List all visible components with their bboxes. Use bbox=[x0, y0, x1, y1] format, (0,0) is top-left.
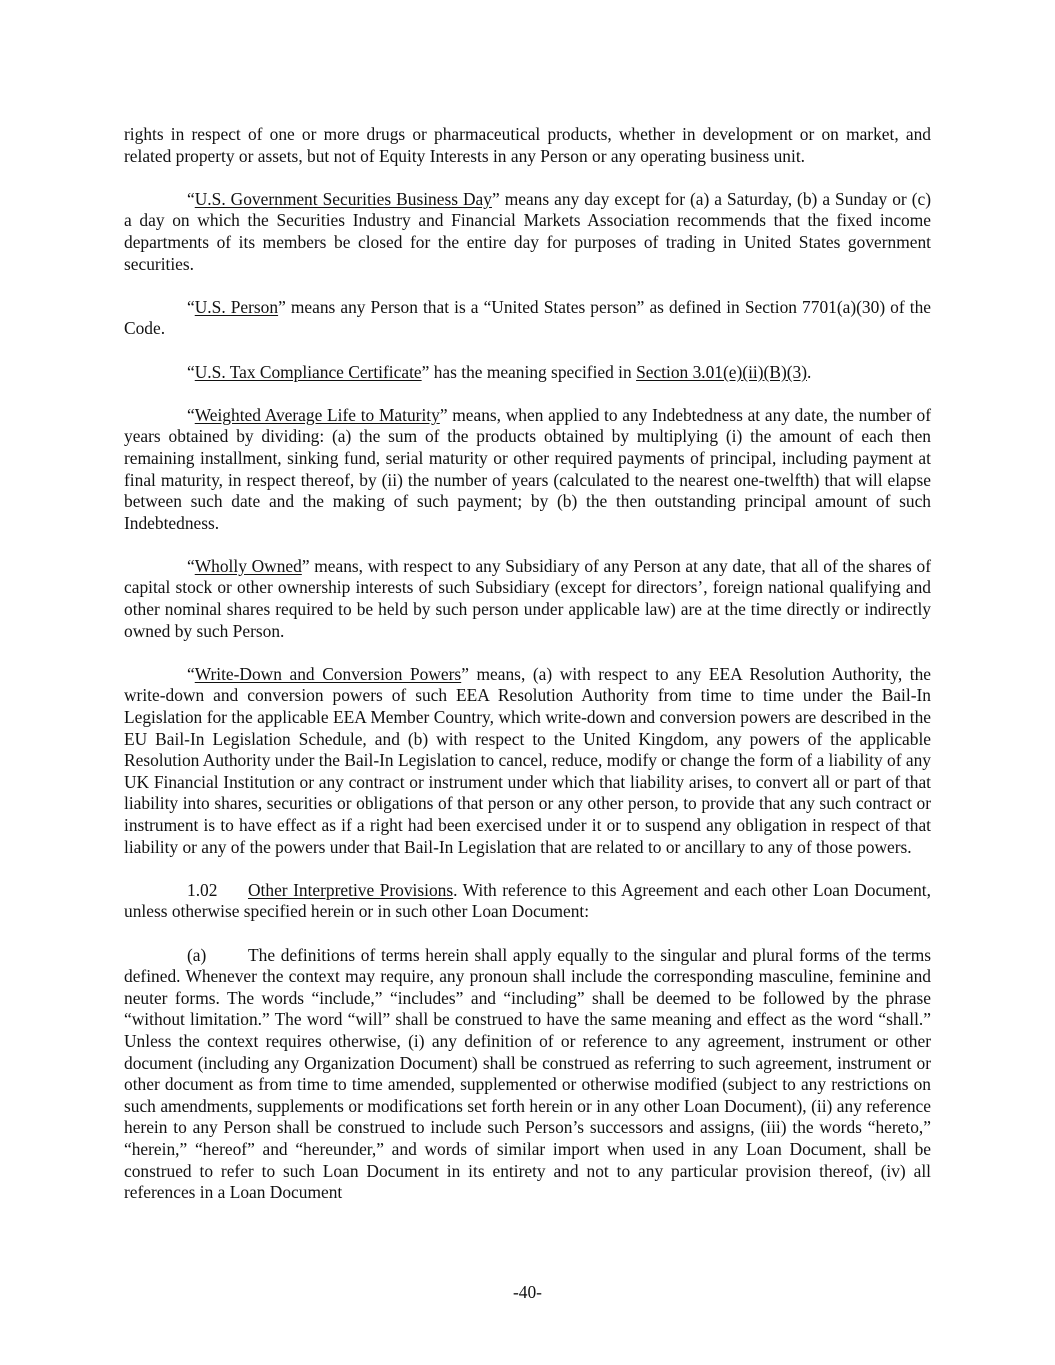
defined-term: U.S. Tax Compliance Certificate bbox=[194, 361, 422, 382]
document-body bbox=[124, 124, 931, 1225]
defined-term: Other Interpretive Provisions bbox=[248, 879, 454, 900]
text-segment: ” means, when applied to any Indebtedness at any date, the number of years obtained by dividing: (a) the sum of the products obtained by multiplying (i) the amount of each then remaining installment, sinking fund, serial maturity or other required payments of principal, including payment at final maturity, in respect thereof, by (ii) the number of years (calculated to the nearest one-twelfth) that will elapse between such date and the making of such payment; by (b) the then outstanding principal amount of such Indebtedness. bbox=[124, 404, 931, 533]
text-segment: ” means, with respect to any Subsidiary of any Person at any date, that all of the shares of capital stock or other ownership interests of such Subsidiary (except for directors’, foreign national qualifying and other nominal shares required to be held by such person under applicable law) are at the time directly or indirectly owned by such Person. bbox=[124, 555, 931, 641]
defined-term: Weighted Average Life to Maturity bbox=[194, 404, 440, 425]
paragraph bbox=[124, 405, 931, 535]
paragraph bbox=[124, 664, 931, 858]
paragraph bbox=[124, 556, 931, 642]
text-segment: . bbox=[807, 361, 812, 382]
text-segment: “ bbox=[187, 663, 195, 684]
text-segment: “ bbox=[187, 361, 195, 382]
defined-term: Section 3.01(e)(ii)(B)(3) bbox=[636, 361, 808, 382]
text-segment: “ bbox=[187, 404, 195, 425]
paragraph bbox=[124, 945, 931, 1204]
text-segment: ” has the meaning specified in bbox=[421, 361, 637, 382]
defined-term: U.S. Government Securities Business Day bbox=[194, 188, 492, 209]
section-number: (a) bbox=[187, 944, 207, 965]
text-segment: “ bbox=[187, 296, 195, 317]
section-number: 1.02 bbox=[187, 879, 218, 900]
text-segment: “ bbox=[187, 188, 195, 209]
text-segment: ” means, (a) with respect to any EEA Resolution Authority, the write-down and conversion powers of such EEA Resolution Authority from time to time under the Bail-In Legislation for the applicable EEA Member Country, which write-down and conversion powers are described in the EU Bail-In Legislation Schedule, and (b) with respect to the United Kingdom, any powers of the applicable Resolution Authority under the Bail-In Legislation to cancel, reduce, modify or change the form of a liability of any UK Financial Institution or any contract or instrument under which that liability arises, to convert all or part of that liability into shares, securities or obligations of that person or any other person, to provide that any such contract or instrument is to have effect as if a right had been exercised under it or to suspend any obligation in respect of that liability or any of the powers under that Bail-In Legislation that are related to or ancillary to any of those powers. bbox=[124, 663, 932, 857]
text-segment: rights in respect of one or more drugs or pharmaceutical products, whether in development or on market, and related property or assets, but not of Equity Interests in any Person or any operating business unit. bbox=[124, 124, 931, 166]
defined-term: U.S. Person bbox=[194, 296, 279, 317]
text-segment: “ bbox=[187, 555, 195, 576]
page-number: -40- bbox=[513, 1282, 542, 1302]
paragraph bbox=[124, 297, 931, 340]
paragraph bbox=[124, 362, 931, 384]
defined-term: Wholly Owned bbox=[194, 555, 302, 576]
defined-term: Write-Down and Conversion Powers bbox=[194, 663, 462, 684]
text-segment: ” means any Person that is a “United States person” as defined in Section 7701(a)(30) of the Code. bbox=[124, 296, 931, 339]
paragraph bbox=[124, 189, 931, 275]
text-segment: . With reference to this Agreement and each other Loan Document, unless otherwise specified herein or in such other Loan Document: bbox=[124, 879, 931, 922]
paragraph bbox=[124, 880, 931, 923]
paragraph bbox=[124, 124, 931, 167]
text-segment: The definitions of terms herein shall apply equally to the singular and plural forms of the terms defined. Whenever the context may require, any pronoun shall include the corresponding masculine, feminine and neuter forms. The words “include,” “includes” and “including” shall be deemed to be followed by the phrase “without limitation.” The word “will” shall be construed to have the same meaning and effect as the word “shall.” Unless the context requires otherwise, (i) any definition of or reference to any agreement, instrument or other document (including any Organization Document) shall be construed as referring to such agreement, instrument or other document as from time to time amended, supplemented or otherwise modified (subject to any restrictions on such amendments, supplements or modifications set forth herein or in any other Loan Document), (ii) any reference herein to any Person shall be construed to include such Person’s successors and assigns, (iii) the words “hereto,” “herein,” “hereof” and “hereunder,” and words of similar import when used in any Loan Document, shall be construed to refer to such Loan Document in its entirety and not to any particular provision thereof, (iv) all references in a Loan Document bbox=[124, 944, 931, 1203]
text-segment: ” means any day except for (a) a Saturday, (b) a Sunday or (c) a day on which the Securities Industry and Financial Markets Association recommends that the fixed income departments of its members be closed for the entire day for purposes of trading in United States government securities. bbox=[124, 188, 931, 274]
